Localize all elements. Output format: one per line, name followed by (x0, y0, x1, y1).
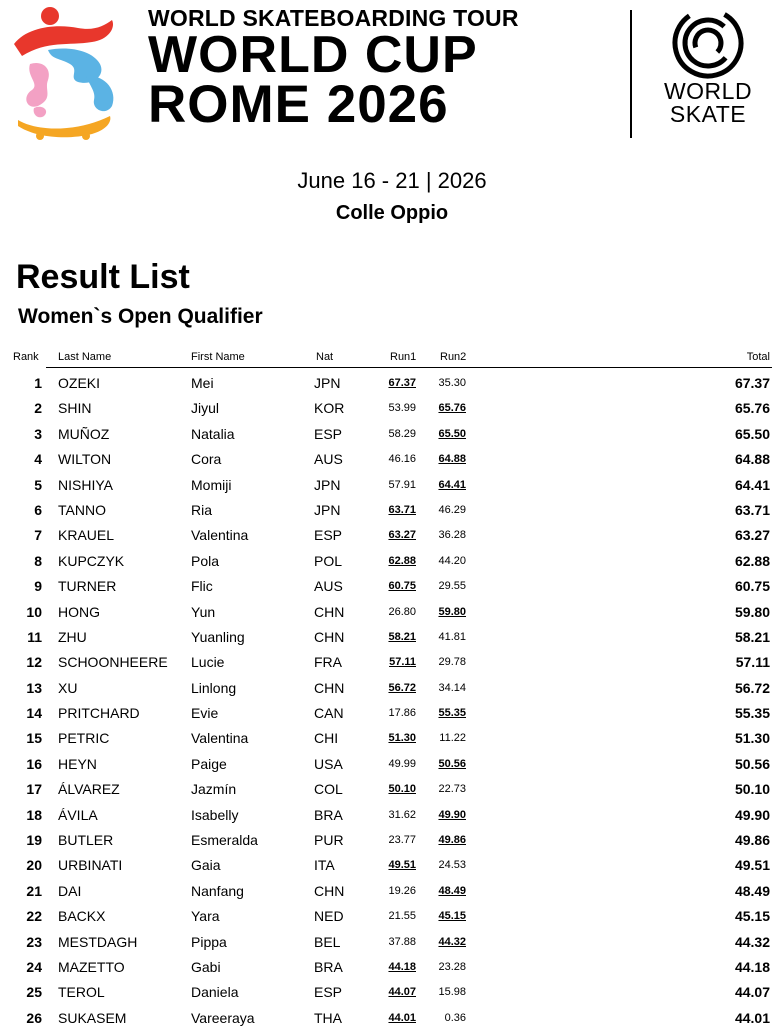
run1-cell: 50.10 (388, 783, 416, 796)
first-name-cell: Momiji (191, 476, 232, 493)
first-name-cell: Pippa (191, 933, 227, 950)
run2-cell: 64.41 (438, 478, 466, 491)
last-name-cell: WILTON (58, 451, 112, 468)
last-name-cell: ÁVILA (58, 806, 98, 823)
table-row (0, 444, 784, 469)
nat-cell: COL (314, 781, 343, 798)
nat-cell: CHN (314, 603, 345, 620)
col-header-run1: Run1 (390, 351, 417, 363)
page-title: Result List (16, 258, 190, 296)
run2-cell: 50.56 (438, 757, 466, 770)
last-name-cell: ÁLVAREZ (58, 781, 120, 798)
first-name-cell: Paige (191, 755, 227, 772)
first-name-cell: Gaia (191, 857, 221, 874)
rank-cell: 9 (34, 578, 42, 595)
col-header-last-name: Last Name (58, 351, 112, 363)
run2-cell: 44.32 (438, 935, 466, 948)
first-name-cell: Mei (191, 375, 214, 391)
run2-cell: 49.86 (438, 834, 466, 847)
table-row (0, 825, 784, 850)
first-name-cell: Lucie (191, 654, 225, 671)
last-name-cell: ZHU (58, 628, 87, 645)
nat-cell: CAN (314, 705, 344, 722)
nat-cell: THA (314, 1009, 342, 1026)
last-name-cell: KRAUEL (58, 527, 115, 544)
rank-cell: 20 (26, 857, 42, 874)
run1-cell: 51.30 (388, 732, 416, 745)
run1-cell: 58.21 (388, 630, 416, 643)
run1-cell: 46.16 (388, 453, 416, 466)
last-name-cell: SUKASEM (58, 1009, 127, 1026)
first-name-cell: Ria (191, 501, 213, 518)
nat-cell: AUS (314, 578, 343, 595)
nat-cell: PUR (314, 832, 344, 849)
run1-cell: 67.37 (388, 377, 416, 389)
run2-cell: 49.90 (438, 808, 466, 821)
total-cell: 64.88 (734, 451, 770, 468)
first-name-cell: Valentina (191, 730, 249, 747)
table-row (0, 495, 784, 520)
run2-cell: 22.73 (438, 783, 466, 796)
total-cell: 65.50 (734, 425, 770, 442)
last-name-cell: OZEKI (58, 375, 101, 391)
table-row (0, 419, 784, 444)
total-cell: 44.07 (734, 984, 770, 1001)
total-cell: 67.37 (734, 375, 770, 391)
table-row (0, 901, 784, 926)
rank-cell: 8 (34, 552, 42, 569)
rank-cell: 14 (26, 705, 42, 722)
total-cell: 49.90 (734, 806, 770, 823)
last-name-cell: KUPCZYK (58, 552, 125, 569)
first-name-cell: Natalia (191, 425, 235, 442)
rank-cell: 6 (34, 501, 42, 518)
table-row (0, 927, 784, 952)
table-row (0, 470, 784, 495)
last-name-cell: HEYN (58, 755, 97, 772)
table-row (0, 952, 784, 977)
nat-cell: NED (314, 908, 344, 925)
nat-cell: JPN (314, 375, 341, 391)
rank-cell: 15 (26, 730, 42, 747)
run1-cell: 31.62 (388, 808, 416, 821)
run1-cell: 37.88 (388, 935, 416, 948)
last-name-cell: XU (58, 679, 78, 696)
run2-cell: 29.55 (438, 580, 466, 593)
last-name-cell: PETRIC (58, 730, 110, 747)
table-row (0, 647, 784, 672)
nat-cell: CHN (314, 628, 345, 645)
first-name-cell: Jiyul (191, 400, 220, 417)
event-date: June 16 - 21 | 2026 (297, 168, 487, 193)
last-name-cell: PRITCHARD (58, 705, 140, 722)
table-body (0, 368, 784, 1028)
total-cell: 50.56 (734, 755, 770, 772)
run1-cell: 49.99 (388, 757, 416, 770)
run2-cell: 65.50 (438, 427, 466, 440)
total-cell: 45.15 (734, 908, 770, 925)
run2-cell: 44.20 (438, 554, 466, 567)
col-header-first-name: First Name (191, 351, 245, 363)
world-skate-emblem-icon (671, 6, 745, 80)
last-name-cell: SCHOONHEERE (58, 654, 168, 671)
last-name-cell: NISHIYA (58, 476, 113, 493)
run1-cell: 44.18 (388, 960, 416, 973)
rank-cell: 5 (34, 476, 42, 493)
total-cell: 56.72 (734, 679, 770, 696)
run2-cell: 29.78 (438, 656, 466, 669)
col-header-rank: Rank (13, 351, 39, 363)
skateboarder-logo-icon (8, 6, 124, 140)
total-cell: 64.41 (734, 476, 770, 493)
nat-cell: ESP (314, 527, 343, 544)
event-city-year: ROME 2026 (148, 75, 449, 134)
rank-cell: 21 (26, 882, 42, 899)
table-row (0, 977, 784, 1002)
run1-cell: 58.29 (388, 427, 416, 440)
table-row (0, 673, 784, 698)
first-name-cell: Jazmín (191, 781, 237, 798)
world-skate-word-1: WORLD (663, 78, 753, 104)
nat-cell: FRA (314, 654, 342, 671)
first-name-cell: Nanfang (191, 882, 244, 899)
run2-cell: 34.14 (438, 681, 466, 694)
run1-cell: 56.72 (388, 681, 416, 694)
table-row (0, 850, 784, 875)
results-table (0, 348, 784, 1028)
last-name-cell: HONG (58, 603, 100, 620)
rank-cell: 26 (26, 1009, 42, 1026)
rank-cell: 18 (26, 806, 42, 823)
rank-cell: 25 (26, 984, 42, 1001)
table-row (0, 1003, 784, 1028)
page-subtitle: Women`s Open Qualifier (18, 305, 263, 328)
run2-cell: 65.76 (438, 402, 466, 415)
nat-cell: AUS (314, 451, 343, 468)
run2-cell: 24.53 (438, 859, 466, 872)
table-row (0, 546, 784, 571)
first-name-cell: Vareeraya (191, 1009, 255, 1026)
table-row (0, 571, 784, 596)
event-title-block (148, 5, 618, 134)
run1-cell: 23.77 (388, 834, 416, 847)
run2-cell: 64.88 (438, 453, 466, 466)
run2-cell: 35.30 (438, 377, 466, 389)
run1-cell: 62.88 (388, 554, 416, 567)
total-cell: 65.76 (734, 400, 770, 417)
total-cell: 44.32 (734, 933, 770, 950)
total-cell: 50.10 (734, 781, 770, 798)
nat-cell: KOR (314, 400, 345, 417)
total-cell: 49.86 (734, 832, 770, 849)
last-name-cell: DAI (58, 882, 82, 899)
run2-cell: 55.35 (438, 707, 466, 720)
event-venue: Colle Oppio (335, 202, 449, 224)
last-name-cell: URBINATI (58, 857, 123, 874)
first-name-cell: Valentina (191, 527, 249, 544)
nat-cell: ITA (314, 857, 335, 874)
table-row (0, 597, 784, 622)
total-cell: 51.30 (734, 730, 770, 747)
run2-cell: 59.80 (438, 605, 466, 618)
run1-cell: 26.80 (388, 605, 416, 618)
nat-cell: JPN (314, 476, 341, 493)
first-name-cell: Isabelly (191, 806, 239, 823)
rank-cell: 12 (26, 654, 42, 671)
table-row (0, 723, 784, 748)
nat-cell: ESP (314, 425, 343, 442)
run1-cell: 57.11 (389, 656, 416, 669)
table-row (0, 622, 784, 647)
last-name-cell: TANNO (58, 501, 106, 518)
first-name-cell: Cora (191, 451, 222, 468)
run2-cell: 45.15 (438, 910, 466, 923)
header-divider (630, 10, 632, 138)
run2-cell: 36.28 (438, 529, 466, 542)
last-name-cell: SHIN (58, 400, 92, 417)
run1-cell: 60.75 (388, 580, 416, 593)
last-name-cell: MESTDAGH (58, 933, 138, 950)
run1-cell: 57.91 (388, 478, 416, 491)
first-name-cell: Gabi (191, 958, 221, 975)
run1-cell: 49.51 (388, 859, 416, 872)
col-header-run2: Run2 (440, 351, 467, 363)
last-name-cell: TEROL (58, 984, 105, 1001)
total-cell: 63.71 (734, 501, 770, 518)
rank-cell: 4 (34, 451, 42, 468)
rank-cell: 1 (34, 375, 42, 391)
rank-cell: 11 (27, 628, 42, 645)
first-name-cell: Yun (191, 603, 216, 620)
total-cell: 49.51 (734, 857, 770, 874)
run2-cell: 11.22 (439, 732, 466, 745)
rank-cell: 16 (26, 755, 42, 772)
total-cell: 55.35 (734, 705, 770, 722)
total-cell: 63.27 (734, 527, 770, 544)
nat-cell: CHN (314, 882, 345, 899)
run1-cell: 44.01 (388, 1011, 416, 1024)
nat-cell: BRA (314, 806, 343, 823)
first-name-cell: Pola (191, 552, 220, 569)
total-cell: 59.80 (734, 603, 770, 620)
table-row (0, 393, 784, 418)
nat-cell: POL (314, 552, 343, 569)
col-header-nat: Nat (316, 351, 334, 363)
rank-cell: 13 (26, 679, 42, 696)
first-name-cell: Yuanling (191, 628, 245, 645)
first-name-cell: Daniela (191, 984, 239, 1001)
last-name-cell: MUÑOZ (58, 425, 110, 442)
rank-cell: 24 (26, 958, 42, 975)
rank-cell: 17 (26, 781, 42, 798)
table-header (0, 348, 784, 368)
rank-cell: 7 (34, 527, 42, 544)
total-cell: 44.01 (734, 1009, 770, 1026)
table-row (0, 774, 784, 799)
run1-cell: 44.07 (388, 986, 416, 999)
table-row (0, 800, 784, 825)
nat-cell: ESP (314, 984, 343, 1001)
last-name-cell: BUTLER (58, 832, 114, 849)
world-skate-logo (648, 6, 768, 140)
first-name-cell: Yara (191, 908, 220, 925)
event-name: WORLD CUP (148, 26, 478, 84)
nat-cell: BEL (314, 933, 341, 950)
rank-cell: 2 (34, 400, 42, 417)
nat-cell: CHI (314, 730, 339, 747)
nat-cell: BRA (314, 958, 343, 975)
first-name-cell: Flic (191, 578, 213, 595)
last-name-cell: BACKX (58, 908, 106, 925)
tour-name: WORLD SKATEBOARDING TOUR (148, 5, 519, 31)
last-name-cell: TURNER (58, 578, 117, 595)
total-cell: 44.18 (734, 958, 770, 975)
rank-cell: 22 (26, 908, 42, 925)
nat-cell: JPN (314, 501, 341, 518)
run1-cell: 53.99 (388, 402, 416, 415)
rank-cell: 23 (26, 933, 42, 950)
table-row (0, 520, 784, 545)
nat-cell: USA (314, 755, 343, 772)
table-row (0, 749, 784, 774)
run2-cell: 41.81 (438, 630, 466, 643)
rank-cell: 10 (26, 603, 42, 620)
run2-cell: 23.28 (438, 960, 466, 973)
rank-cell: 3 (34, 425, 42, 442)
rank-cell: 19 (26, 832, 42, 849)
total-cell: 58.21 (734, 628, 770, 645)
first-name-cell: Linlong (191, 679, 237, 696)
page-header (0, 0, 784, 150)
run1-cell: 17.86 (388, 707, 416, 720)
total-cell: 48.49 (734, 882, 770, 899)
table-row (0, 876, 784, 901)
col-header-total: Total (746, 351, 770, 363)
run2-cell: 0.36 (444, 1011, 466, 1024)
run2-cell: 46.29 (438, 503, 466, 516)
table-row (0, 698, 784, 723)
total-cell: 57.11 (735, 654, 770, 671)
first-name-cell: Esmeralda (191, 832, 258, 849)
total-cell: 60.75 (734, 578, 770, 595)
last-name-cell: MAZETTO (58, 958, 125, 975)
run1-cell: 63.27 (388, 529, 416, 542)
run2-cell: 48.49 (438, 884, 466, 897)
first-name-cell: Evie (191, 705, 219, 722)
nat-cell: CHN (314, 679, 345, 696)
run1-cell: 21.55 (388, 910, 416, 923)
total-cell: 62.88 (734, 552, 770, 569)
world-skate-word-2: SKATE (669, 101, 747, 127)
table-row (0, 368, 784, 393)
run1-cell: 19.26 (388, 884, 416, 897)
run2-cell: 15.98 (438, 986, 466, 999)
run1-cell: 63.71 (388, 503, 416, 516)
